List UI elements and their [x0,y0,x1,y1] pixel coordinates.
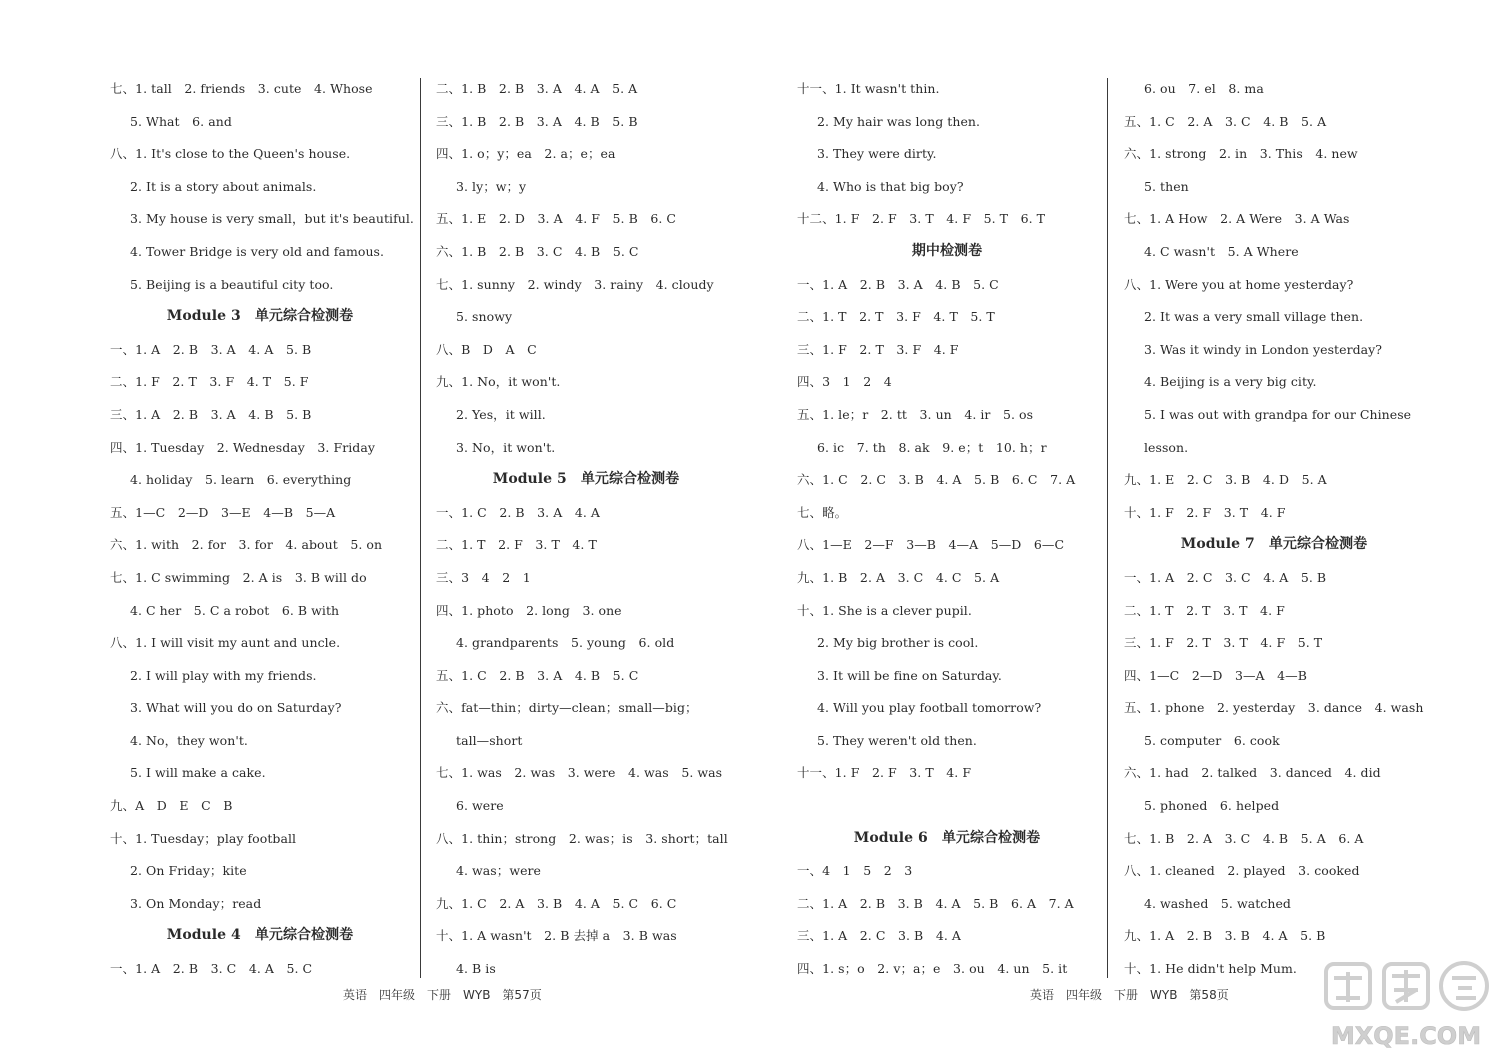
answer-line: 4. C wasn't 5. A Where [1144,243,1299,259]
answer-line: 5. snowy [456,309,513,325]
answer-line: 4. Tower Bridge is very old and famous. [130,243,385,259]
answer-line: 2. It is a story about animals. [130,178,317,194]
answer-line: 6. ou 7. el 8. ma [1144,81,1264,96]
answer-line: 4. No，they won't. [130,732,248,748]
answer-line: 八、1. thin；strong 2. was；is 3. short；tall [436,830,728,846]
answer-line: 5. What 6. and [130,113,232,129]
footer-right: 英语 四年级 下册 WYB 第58页 [1030,988,1229,1002]
answer-line: 4. Who is that big boy? [817,178,964,194]
answer-line: 4. holiday 5. learn 6. everything [130,472,352,488]
answer-line: 五、1. C 2. B 3. A 4. B 5. C [436,667,639,683]
answer-line: 六、fat—thin；dirty—clean；small—big； [436,700,698,716]
column-3 [797,74,1097,987]
answer-line: 二、1. T 2. F 3. T 4. T [436,537,597,553]
answer-line: 十一、1. It wasn't thin. [797,81,940,96]
answer-line: 三、1. F 2. T 3. T 4. F 5. T [1124,635,1323,651]
answer-line: 八、1. cleaned 2. played 3. cooked [1124,863,1360,879]
answer-line: 一、1. C 2. B 3. A 4. A [436,504,600,520]
answer-line: 七、1. A How 2. A Were 3. A Was [1124,211,1350,227]
answer-line: 6. were [456,798,504,814]
section-heading: 期中检测卷 [911,242,983,259]
answer-line: 4. grandparents 5. young 6. old [456,635,675,651]
answer-line: 二、1. F 2. T 3. F 4. T 5. F [110,374,309,390]
answer-line: 3. No，it won't. [456,439,556,455]
answer-line: 2. My big brother is cool. [817,635,979,651]
answer-line: 十一、1. F 2. F 3. T 4. F [797,765,972,781]
answer-line: 八、1. I will visit my aunt and uncle. [110,635,341,651]
answer-line: 五、1. C 2. A 3. C 4. B 5. A [1124,113,1327,129]
answer-line: 二、1. A 2. B 3. B 4. A 5. B 6. A 7. A [797,895,1074,911]
answer-line: 三、3 4 2 1 [436,569,531,585]
column-divider-right [1107,78,1108,978]
answer-line: 5. They weren't old then. [817,732,977,748]
answer-line: 八、B D A C [436,341,537,357]
answer-line: 九、1. B 2. A 3. C 4. C 5. A [797,569,1000,585]
answer-line: 六、1. strong 2. in 3. This 4. new [1124,146,1358,162]
answer-line: 3. Was it windy in London yesterday? [1144,341,1383,357]
answer-line: 3. What will you do on Saturday? [130,700,342,716]
answer-line: 四、1. s；o 2. v；a；e 3. ou 4. un 5. it [797,961,1068,977]
answer-line: 6. ic 7. th 8. ak 9. e；t 10. h；r [817,439,1047,455]
answer-line: 3. My house is very small，but it's beautiful. [130,211,414,227]
answer-line: 三、1. A 2. C 3. B 4. A [797,928,961,944]
answer-line: 4. was；were [456,863,541,879]
answer-line: 九、1. No，it won't. [436,374,561,390]
answer-line: 五、1. phone 2. yesterday 3. dance 4. wash [1124,700,1424,716]
answer-line: 七、1. B 2. A 3. C 4. B 5. A 6. A [1124,830,1364,846]
section-heading: Module 7 单元综合检测卷 [1180,536,1368,553]
answer-line: 5. phoned 6. helped [1144,798,1280,814]
column-2 [436,74,736,987]
answer-line: 2. My hair was long then. [817,113,981,129]
answer-line: 5. Beijing is a beautiful city too. [130,276,334,292]
answer-line: 5. computer 6. cook [1144,732,1280,748]
answer-line: 四、1. Tuesday 2. Wednesday 3. Friday [110,439,375,455]
answer-line: 六、1. with 2. for 3. for 4. about 5. on [110,537,383,553]
answer-line: 九、1. E 2. C 3. B 4. D 5. A [1124,472,1327,488]
answer-line: 八、1. It's close to the Queen's house. [110,146,351,162]
answer-line: 4. Will you play football tomorrow? [817,700,1042,716]
answer-line: 七、略。 [797,504,848,520]
footer-left: 英语 四年级 下册 WYB 第57页 [343,988,542,1002]
column-4 [1124,74,1424,987]
column-1 [110,74,414,987]
answer-line: 一、1. A 2. C 3. C 4. A 5. B [1124,569,1327,585]
answer-line: 十、1. She is a clever pupil. [797,602,972,618]
answer-line: 二、1. T 2. T 3. F 4. T 5. T [797,309,995,325]
answer-line: 3. They were dirty. [817,146,937,162]
answer-line: 五、1. le；r 2. tt 3. un 4. ir 5. os [797,406,1034,422]
answer-line: 五、1—C 2—D 3—E 4—B 5—A [110,504,336,520]
column-divider-left [420,78,421,978]
answer-line: 5. then [1144,178,1189,194]
answer-line: 5. I was out with grandpa for our Chinese [1144,406,1412,422]
answer-line: 一、4 1 5 2 3 [797,863,913,879]
watermark-logo [1312,958,1500,1057]
answer-line: 七、1. C swimming 2. A is 3. B will do [110,569,367,585]
answer-line: 十、1. A wasn't 2. B 去掉 a 3. B was [436,928,677,944]
answer-line: 四、1. o；y；ea 2. a；e；ea [436,146,616,162]
answer-line: 4. C her 5. C a robot 6. B with [130,602,340,618]
answer-line: 4. Beijing is a very big city. [1144,374,1317,390]
answer-line: 4. washed 5. watched [1144,895,1291,911]
answer-line: 4. B is [456,961,496,977]
answer-line: tall—short [456,732,523,748]
answer-line: 九、A D E C B [110,798,233,814]
answer-line: 十、1. Tuesday；play football [110,830,297,846]
answer-line: 十、1. He didn't help Mum. [1124,961,1297,977]
answer-line: 七、1. tall 2. friends 3. cute 4. Whose [110,81,373,96]
answer-line: 2. Yes，it will. [456,406,546,422]
answer-line: 二、1. B 2. B 3. A 4. A 5. A [436,81,638,96]
answer-line: 九、1. A 2. B 3. B 4. A 5. B [1124,928,1326,944]
answer-line: 十、1. F 2. F 3. T 4. F [1124,504,1286,520]
answer-line: 六、1. C 2. C 3. B 4. A 5. B 6. C 7. A [797,472,1076,488]
answer-line: 三、1. F 2. T 3. F 4. F [797,341,959,357]
answer-line: 3. On Monday；read [130,895,262,911]
answer-line: 三、1. A 2. B 3. A 4. B 5. B [110,406,312,422]
answer-line: 六、1. had 2. talked 3. danced 4. did [1124,765,1381,781]
section-heading: Module 4 单元综合检测卷 [166,927,354,944]
answer-line: 3. ly；w；y [456,178,527,194]
answer-line: 三、1. B 2. B 3. A 4. B 5. B [436,113,638,129]
answer-line: 四、1—C 2—D 3—A 4—B [1124,667,1307,683]
answer-line: 2. On Friday；kite [130,863,247,879]
answer-line: 五、1. E 2. D 3. A 4. F 5. B 6. C [436,211,677,227]
answer-line: 七、1. was 2. was 3. were 4. was 5. was [436,765,723,781]
answer-line: 十二、1. F 2. F 3. T 4. F 5. T 6. T [797,211,1046,227]
answer-line: 八、1. Were you at home yesterday? [1124,276,1354,292]
section-heading: Module 5 单元综合检测卷 [492,471,680,488]
answer-line: 七、1. sunny 2. windy 3. rainy 4. cloudy [436,276,714,292]
answer-line: 3. It will be fine on Saturday. [817,667,1002,683]
answer-line: 一、1. A 2. B 3. A 4. A 5. B [110,341,312,357]
answer-line: 四、3 1 2 4 [797,374,892,390]
answer-line: 九、1. C 2. A 3. B 4. A 5. C 6. C [436,895,677,911]
answer-line: 六、1. B 2. B 3. C 4. B 5. C [436,243,639,259]
answer-line: 2. I will play with my friends. [130,667,317,683]
answer-line: 5. I will make a cake. [130,765,266,781]
answer-line: 一、1. A 2. B 3. C 4. A 5. C [110,961,313,977]
answer-line: 一、1. A 2. B 3. A 4. B 5. C [797,276,999,292]
section-heading: Module 6 单元综合检测卷 [853,829,1041,846]
answer-line: 八、1—E 2—F 3—B 4—A 5—D 6—C [797,537,1065,553]
answer-line: 四、1. photo 2. long 3. one [436,602,622,618]
blank-line [797,791,1097,824]
section-heading: Module 3 单元综合检测卷 [166,308,354,325]
answer-line: 二、1. T 2. T 3. T 4. F [1124,602,1285,618]
answer-line: 2. It was a very small village then. [1144,309,1364,325]
watermark-url: MXQE.COM [1330,1022,1482,1050]
answer-line: lesson. [1144,439,1189,455]
